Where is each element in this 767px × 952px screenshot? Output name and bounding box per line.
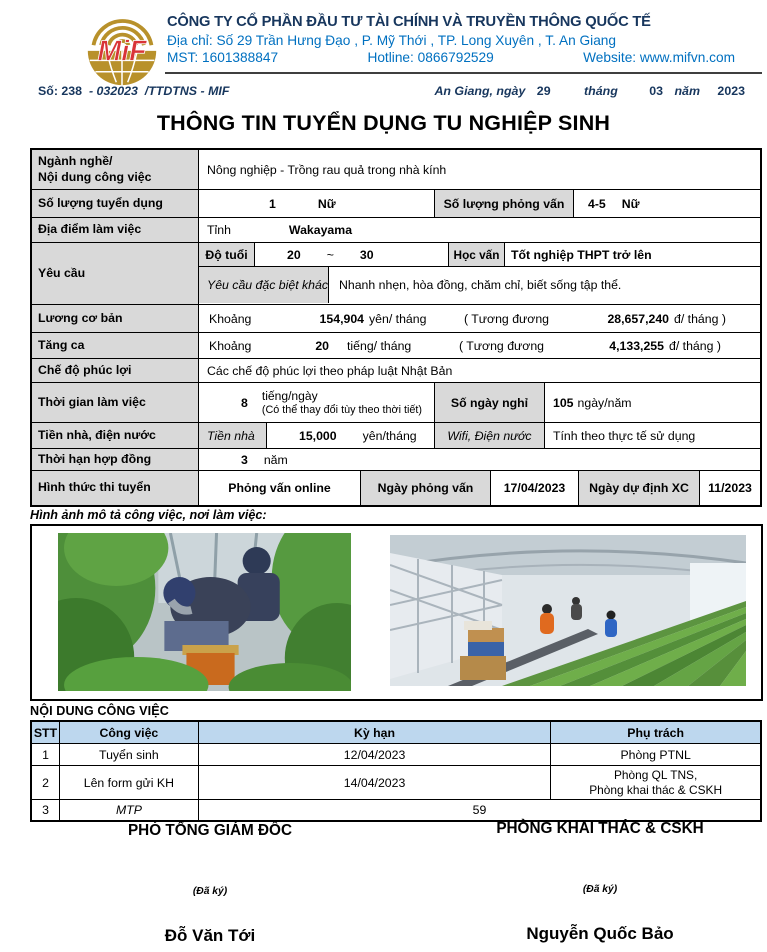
value-equiv-amount: 28,657,240 (607, 311, 669, 326)
table-row (32, 800, 760, 820)
field-label (32, 218, 199, 242)
field-label (32, 190, 199, 217)
row-dia-diem (32, 218, 760, 243)
recruitment-form-table (30, 148, 762, 507)
value-prefix: Tỉnh (207, 223, 231, 237)
doc-number-prefix: Số: 238 (38, 84, 83, 98)
value-text: Wakayama (288, 223, 353, 237)
field-value (574, 190, 760, 217)
date-month: 03 (649, 84, 664, 98)
cell-text: Phòng QL TNS, (614, 768, 698, 783)
field-sublabel (449, 243, 505, 266)
field-value (545, 423, 760, 448)
label-line: Thời hạn hợp đồng (38, 451, 152, 466)
header-text: Công việc (99, 725, 159, 740)
value-text: Các chế độ phúc lợi theo pháp luật Nhật Bản (207, 363, 453, 378)
date-part: tháng (584, 84, 618, 98)
header-divider (165, 72, 762, 74)
value-amount: 154,904 (319, 311, 364, 326)
field-sublabel (579, 471, 700, 505)
photos-caption: Hình ảnh mô tả công việc, nơi làm việc: (30, 508, 267, 522)
value-unit: Nữ (621, 196, 640, 211)
reference-line (38, 84, 745, 98)
row-tang-ca (32, 333, 760, 359)
document-number (38, 84, 229, 98)
field-label (32, 383, 199, 422)
value-amount: 20 (315, 338, 329, 353)
field-value (199, 333, 760, 358)
value-equiv-amount: 4,133,255 (609, 338, 664, 353)
field-value (491, 471, 579, 505)
cell-merged (199, 800, 760, 820)
yeu-cau-subrows (199, 243, 760, 304)
field-sublabel (199, 267, 329, 303)
cell-phu-trach (551, 744, 760, 765)
subrow-dac-biet (199, 267, 760, 303)
date-part: An Giang, ngày (434, 84, 526, 98)
value-unit: yên/tháng (362, 428, 417, 443)
page-title: THÔNG TIN TUYỂN DỤNG TU NGHIỆP SINH (156, 111, 611, 135)
signature-block-left (25, 822, 395, 946)
value-equiv-open: ( Tương đương (459, 338, 545, 353)
label-line: Yêu cầu (38, 265, 86, 280)
value-unit: ngày/năm (577, 395, 632, 410)
row-so-luong (32, 190, 760, 218)
cell-text: Phòng PTNL (620, 747, 691, 762)
value-note: (Có thể thay đổi tùy theo thời tiết) (261, 403, 422, 416)
label-line: Ngày phỏng vấn (377, 481, 474, 495)
value-text: Nhanh nhẹn, hòa đồng, chăm chỉ, biết sống tập thể. (339, 278, 622, 292)
value-number: 4-5 (588, 196, 606, 211)
field-label (32, 423, 199, 448)
cell-stt (32, 744, 60, 765)
col-header-cong-viec (60, 722, 199, 743)
label-line: Học vấn (453, 247, 500, 262)
field-value (199, 471, 361, 505)
label-line: Độ tuổi (205, 247, 248, 262)
date-year: 2023 (717, 84, 745, 98)
value-unit: yên/ tháng (369, 311, 427, 326)
value-unit: tiếng/ tháng (347, 338, 412, 353)
value-amount: 15,000 (299, 428, 337, 443)
label-line: Wifi, Điện nước (447, 428, 532, 443)
value-text: Tính theo thực tế sử dụng (553, 428, 696, 443)
row-luong (32, 305, 760, 333)
signer-name: Đỗ Văn Tới (164, 926, 256, 945)
company-website: Website: www.mifvn.com (583, 50, 735, 65)
header-text: Kỳ hạn (354, 725, 396, 740)
label-line: Địa điểm làm việc (38, 222, 142, 237)
cell-ky-han (199, 744, 552, 765)
header-text: Phụ trách (627, 725, 685, 740)
field-value (267, 423, 435, 448)
company-name: CÔNG TY CỔ PHẦN ĐẦU TƯ TÀI CHÍNH VÀ TRUYỀN THÔNG QUỐC TẾ (167, 14, 651, 30)
value-equiv-close: đ/ tháng ) (674, 311, 726, 326)
row-tien-nha (32, 423, 760, 449)
label-line: Chế độ phúc lợi (38, 362, 132, 377)
table-header-row (32, 722, 760, 744)
field-sublabel (435, 383, 545, 422)
header-text: STT (33, 725, 58, 740)
label-line: Tiền nhà (207, 428, 255, 443)
field-label (32, 150, 199, 189)
row-nganh-nghe (32, 150, 760, 190)
signature-block-right (420, 820, 767, 944)
label-line: Tiền nhà, điện nước (38, 427, 156, 442)
field-sublabel (199, 423, 267, 448)
field-value (199, 359, 760, 382)
field-label (32, 359, 199, 382)
label-line: Lương cơ bản (38, 310, 123, 325)
value-unit: tiếng/ngày (261, 389, 318, 404)
label-line: Tăng ca (38, 337, 85, 352)
cell-text: 1 (42, 747, 49, 762)
cell-text: 12/04/2023 (343, 747, 406, 762)
value-unit: năm (263, 452, 288, 467)
row-phuc-loi (32, 359, 760, 383)
value-prefix: Khoảng (209, 311, 252, 326)
value-number: 30 (359, 247, 374, 262)
signer-title: PHÓ TỔNG GIÁM ĐỐC (127, 822, 293, 839)
value-equiv-close: đ/ tháng ) (669, 338, 721, 353)
label-line: Nội dung công việc (38, 169, 152, 184)
cell-text: 14/04/2023 (343, 775, 406, 790)
signed-note: (Đã ký) (192, 886, 228, 897)
cell-cong-viec (60, 800, 199, 820)
field-value (700, 471, 760, 505)
col-header-phu-trach (551, 722, 760, 743)
value-number: 3 (241, 452, 248, 467)
cell-cong-viec (60, 744, 199, 765)
doc-number-rest: - 032023 /TTDTNS - MIF (82, 84, 230, 98)
field-label (32, 471, 199, 505)
cell-text: Lên form gửi KH (83, 775, 174, 790)
col-header-ky-han (199, 722, 552, 743)
table-row (32, 744, 760, 766)
value-equiv-open: ( Tương đương (464, 311, 550, 326)
row-hop-dong (32, 449, 760, 471)
subrow-do-tuoi (199, 243, 760, 267)
field-value (545, 383, 760, 422)
date-part: năm (674, 84, 700, 98)
label-line: Số lượng phỏng vấn (443, 196, 565, 211)
label-line: Ngày dự định XC (589, 481, 689, 495)
field-sublabel (435, 423, 545, 448)
field-label (32, 333, 199, 358)
cell-ky-han (199, 766, 552, 799)
signed-note: (Đã ký) (582, 884, 618, 895)
row-hinh-thuc (32, 471, 760, 505)
value-text: Tốt nghiệp THPT trở lên (511, 247, 652, 262)
value-tilde: ~ (326, 247, 334, 262)
field-label (32, 449, 199, 470)
field-value (199, 218, 760, 242)
field-sublabel (435, 190, 574, 217)
cell-text: Tuyển sinh (99, 747, 159, 762)
col-header-stt (32, 722, 60, 743)
signer-name: Nguyễn Quốc Bảo (526, 924, 674, 943)
table-row (32, 766, 760, 800)
cell-text: MTP (116, 803, 142, 817)
label-line: Số lượng tuyển dụng (38, 195, 163, 210)
cell-stt (32, 800, 60, 820)
field-value (199, 190, 435, 217)
photo-greenhouse-workers (58, 533, 351, 691)
field-value (505, 243, 760, 266)
field-value (329, 267, 760, 303)
value-number: 1 (269, 196, 276, 211)
company-mst: MST: 1601388847 (167, 50, 279, 65)
row-thoi-gian (32, 383, 760, 423)
field-sublabel (361, 471, 491, 505)
cell-text: 3 (42, 803, 49, 817)
value-text: Nông nghiệp - Trồng rau quả trong nhà kính (207, 162, 447, 177)
photos-box (30, 524, 763, 701)
field-label (32, 243, 199, 304)
place-date-line (434, 84, 745, 98)
field-value (199, 305, 760, 332)
mif-logo-icon (84, 10, 160, 88)
value-number: 105 (553, 395, 574, 410)
value-date: 11/2023 (708, 481, 752, 495)
label-line: Ngành nghề/ (38, 154, 113, 169)
cell-text: 2 (42, 775, 49, 790)
signer-title: PHÒNG KHAI THÁC & CSKH (496, 820, 704, 837)
work-content-heading: NỘI DUNG CÔNG VIỆC (30, 704, 169, 718)
value-number: 20 (287, 247, 301, 262)
value-prefix: Khoảng (209, 338, 252, 353)
value-text: Phỏng vấn online (228, 481, 331, 495)
field-sublabel (199, 243, 255, 266)
field-label (32, 305, 199, 332)
date-day: 29 (536, 84, 551, 98)
label-line: Yêu cầu đặc biệt khác (207, 278, 328, 292)
field-value (255, 243, 449, 266)
company-hotline: Hotline: 0866792529 (367, 50, 494, 65)
value-date: 17/04/2023 (503, 481, 566, 495)
field-value (199, 449, 760, 470)
label-line: Thời gian làm việc (38, 394, 146, 409)
value-number: 8 (241, 395, 248, 410)
cell-cong-viec (60, 766, 199, 799)
label-line: Số ngày nghỉ (450, 395, 529, 410)
company-header (167, 14, 763, 65)
field-value (199, 383, 435, 422)
cell-stt (32, 766, 60, 799)
label-line: Hình thức thi tuyển (38, 480, 151, 495)
photo-greenhouse-crops (390, 535, 746, 686)
field-value (199, 150, 760, 189)
logo-text: MiF (97, 35, 147, 68)
row-yeu-cau (32, 243, 760, 305)
cell-text: 59 (472, 803, 487, 817)
work-content-table (30, 720, 762, 822)
company-contacts (167, 50, 763, 65)
company-address: Địa chỉ: Số 29 Trần Hưng Đạo , P. Mỹ Thới , TP. Long Xuyên , T. An Giang (167, 33, 617, 48)
cell-phu-trach (551, 766, 760, 799)
cell-text: Phòng khai thác & CSKH (589, 782, 723, 797)
value-unit: Nữ (317, 196, 336, 211)
